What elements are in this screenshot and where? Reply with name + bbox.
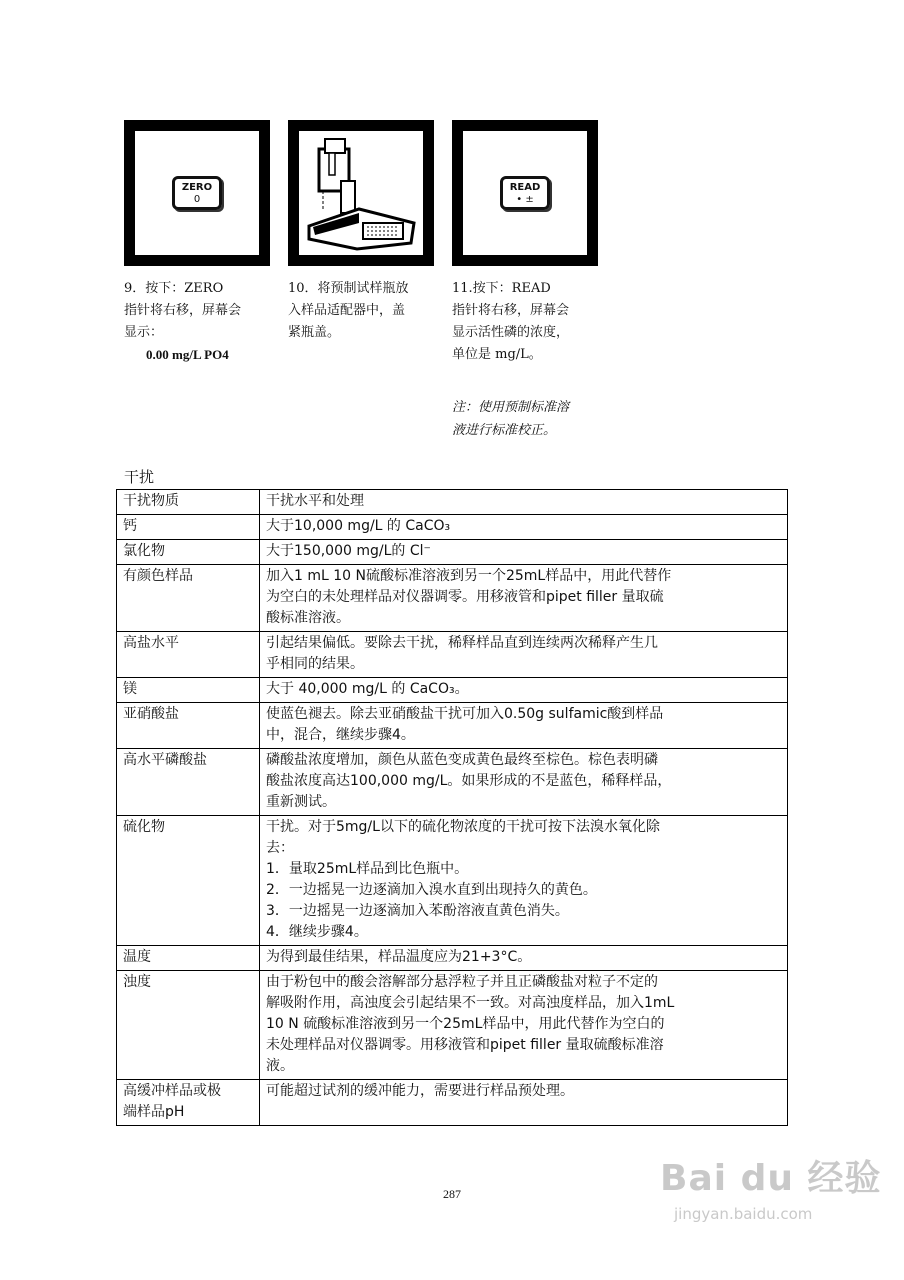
treatment-cell: 由于粉包中的酸会溶解部分悬浮粒子并且正磷酸盐对粒子不定的 解吸附作用，高浊度会引起结果不一致。对高浊度样品，加入1mL 10 N 硫酸标准溶液到另一个25mL样品中，用此代替作为空白的 未处理样品对仪器调零。用移液管和pipet filler 量取硫酸标准溶 液。: [260, 971, 788, 1080]
treatment-cell: 干扰。对于5mg/L以下的硫化物浓度的干扰可按下法溴水氧化除 去： 1．量取25mL样品到比色瓶中。 2．一边摇晃一边逐滴加入溴水直到出现持久的黄色。 3．一边摇晃一边逐滴加入苯酚溶液直黄色消失。 4．继续步骤4。: [260, 816, 788, 946]
treatment-cell: 大于150,000 mg/L的 Cl⁻: [260, 540, 788, 565]
instrument-panel: [288, 120, 434, 266]
zero-key-icon: ZERO 0: [172, 176, 222, 210]
interference-table: [116, 489, 788, 1126]
header-cell: 干扰水平和处理: [260, 490, 788, 515]
substance-cell: 高缓冲样品或极 端样品pH: [117, 1080, 260, 1126]
table-row: [117, 946, 788, 971]
treatment-cell: 大于10,000 mg/L 的 CaCO₃: [260, 515, 788, 540]
watermark: [660, 1150, 882, 1223]
substance-cell: 高水平磷酸盐: [117, 749, 260, 816]
instrument-adapter-icon: [299, 131, 423, 255]
treatment-cell: 加入1 mL 10 N硫酸标准溶液到另一个25mL样品中，用此代替作 为空白的未处理样品对仪器调零。用移液管和pipet filler 量取硫 酸标准溶液。: [260, 565, 788, 632]
table-row: [117, 816, 788, 946]
table-row: [117, 703, 788, 749]
watermark-logo: Bai du 经验: [660, 1158, 882, 1199]
table-row: [117, 632, 788, 678]
calibration-note: 注：使用预制标准溶 液进行标准校正。: [452, 400, 570, 438]
substance-cell: 有颜色样品: [117, 565, 260, 632]
table-row: [117, 678, 788, 703]
step-10-caption: 10．将预制试样瓶放 入样品适配器中，盖 紧瓶盖。: [288, 281, 409, 340]
table-row: [117, 540, 788, 565]
page-number: 287: [443, 1187, 461, 1201]
zero-key-panel: [124, 120, 270, 266]
treatment-cell: 为得到最佳结果，样品温度应为21+3°C。: [260, 946, 788, 971]
header-cell: 干扰物质: [117, 490, 260, 515]
substance-cell: 钙: [117, 515, 260, 540]
substance-cell: 硫化物: [117, 816, 260, 946]
table-header-row: [117, 490, 788, 515]
table-row: [117, 971, 788, 1080]
treatment-cell: 使蓝色褪去。除去亚硝酸盐干扰可加入0.50g sulfamic酸到样品 中，混合，继续步骤4。: [260, 703, 788, 749]
substance-cell: 亚硝酸盐: [117, 703, 260, 749]
table-row: [117, 749, 788, 816]
substance-cell: 氯化物: [117, 540, 260, 565]
table-row: [117, 565, 788, 632]
step-11-caption: 11.按下：READ 指针将右移，屏幕会 显示活性磷的浓度， 单位是 mg/L。: [452, 281, 570, 362]
zero-result: 0.00 mg/L PO4: [146, 347, 229, 362]
watermark-url: jingyan.baidu.com: [674, 1205, 813, 1223]
treatment-cell: 磷酸盐浓度增加，颜色从蓝色变成黄色最终至棕色。棕色表明磷 酸盐浓度高达100,000 mg/L。如果形成的不是蓝色，稀释样品， 重新测试。: [260, 749, 788, 816]
treatment-cell: 大于 40,000 mg/L 的 CaCO₃。: [260, 678, 788, 703]
substance-cell: 温度: [117, 946, 260, 971]
treatment-cell: 引起结果偏低。要除去干扰，稀释样品直到连续两次稀释产生几 乎相同的结果。: [260, 632, 788, 678]
substance-cell: 镁: [117, 678, 260, 703]
read-key-icon: READ • ±: [500, 176, 550, 210]
table-row: [117, 1080, 788, 1126]
read-key-panel: [452, 120, 598, 266]
treatment-cell: 可能超过试剂的缓冲能力，需要进行样品预处理。: [260, 1080, 788, 1126]
substance-cell: 高盐水平: [117, 632, 260, 678]
substance-cell: 浊度: [117, 971, 260, 1080]
table-row: [117, 515, 788, 540]
section-title: 干扰: [124, 468, 155, 486]
step-9-caption: 9．按下：ZERO 指针将右移，屏幕会 显示： 0.00 mg/L PO4: [124, 278, 241, 366]
